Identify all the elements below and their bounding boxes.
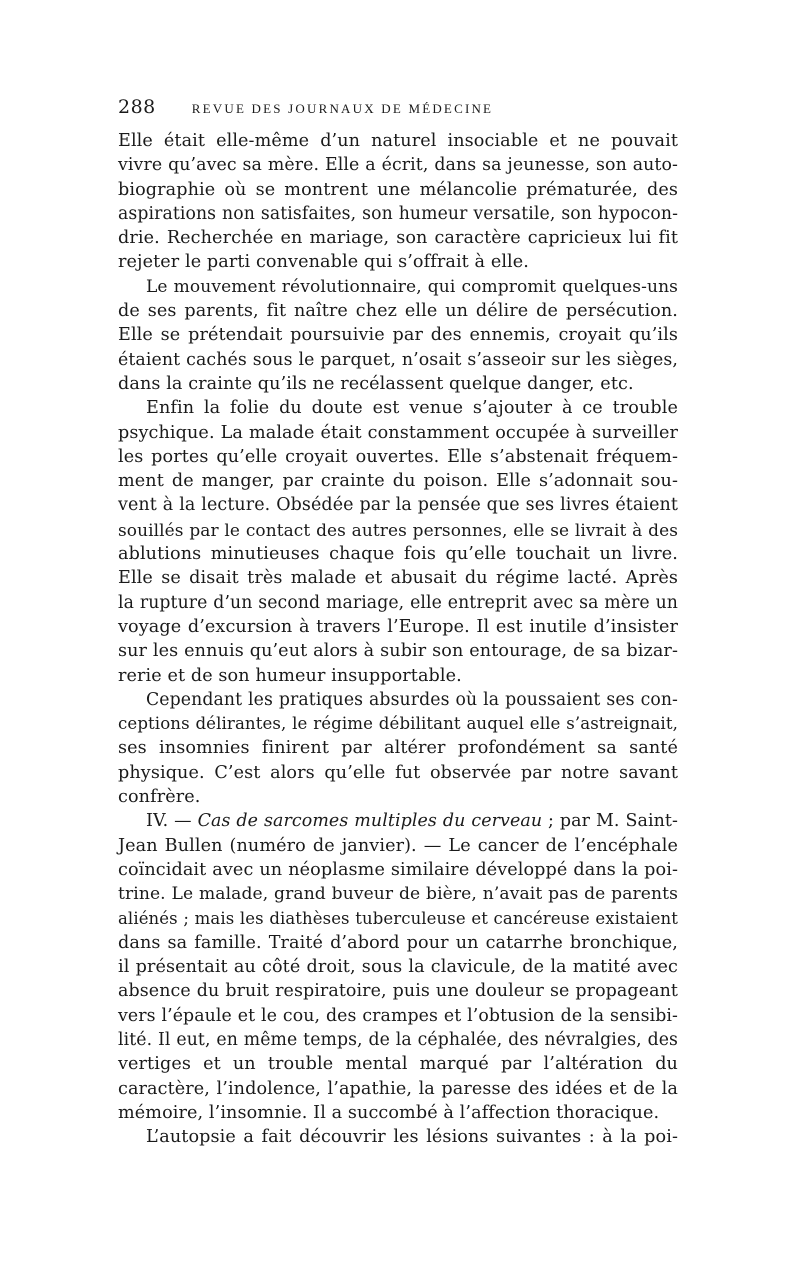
text-line: confrère. [118, 787, 201, 808]
text-line: trine. Le malade, grand buveur de bière, n’avait pas de parents [118, 884, 678, 905]
body-text [118, 129, 678, 1149]
text-line: Le mouvement révolutionnaire, qui compromit quelques-uns [146, 276, 678, 297]
text-line: biographie où se montrent une mélancolie prématurée, des [118, 179, 678, 200]
text-line: ment de manger, par crainte du poison. Elle s’adonnait sou- [118, 471, 678, 492]
text-line: rerie et de son humeur insupportable. [118, 665, 462, 686]
text-line: souillés par le contact des autres personnes, elle se livrait à des [118, 519, 678, 540]
text-line: aliénés ; mais les diathèses tuberculeuse et cancéreuse existaient [118, 908, 678, 928]
text-line: ses insomnies finirent par altérer profondément sa santé [118, 738, 678, 759]
text-line: ceptions délirantes, le régime débilitant auquel elle s’astreignait, [118, 714, 678, 734]
text-line: physique. C’est alors qu’elle fut observée par notre savant [118, 762, 678, 783]
text-line: vent à la lecture. Obsédée par la pensée que ses livres étaient [118, 495, 678, 516]
article-title: Cas de sarcomes multiples du cerveau [197, 811, 543, 832]
text-line: la rupture d’un second mariage, elle entreprit avec sa mère un [118, 592, 678, 613]
text-line: drie. Recherchée en mariage, son caractère capricieux lui fit [118, 228, 678, 249]
text-line: L’autopsie a fait découvrir les lésions suivantes : à la poi- [146, 1127, 678, 1148]
text-line: Jean Bullen (numéro de janvier). — Le cancer de l’encéphale [118, 835, 678, 856]
text-line: psychique. La malade était constamment occupée à surveiller [118, 422, 678, 443]
text-line: aspirations non satisfaites, son humeur versatile, son hypocon- [118, 203, 678, 224]
text-line: rejeter le parti convenable qui s’offrait à elle. [118, 252, 529, 273]
text-line: Cependant les pratiques absurdes où la poussaient ses con- [146, 689, 678, 710]
text-line: de ses parents, fit naître chez elle un délire de persécution. [118, 301, 678, 322]
text-line: il présentait au côté droit, sous la clavicule, de la matité avec [118, 957, 678, 978]
text-line: mémoire, l’insomnie. Il a succombé à l’affection thoracique. [118, 1102, 660, 1123]
text-line: caractère, l’indolence, l’apathie, la paresse des idées et de la [118, 1078, 678, 1099]
text-line: vivre qu’avec sa mère. Elle a écrit, dans sa jeunesse, son auto- [118, 155, 678, 176]
text-line: dans la crainte qu’ils ne recélassent quelque danger, etc. [118, 373, 634, 394]
text-line: coïncidait avec un néoplasme similaire développé dans la poi- [118, 859, 678, 880]
page-number: 288 [118, 96, 156, 118]
section-number: IV. — [146, 811, 198, 832]
running-title: REVUE DES JOURNAUX DE MÉDECINE [191, 101, 494, 116]
text-line: ablutions minutieuses chaque fois qu’elle touchait un livre. [118, 544, 678, 565]
text-line: Elle se disait très malade et abusait du régime lacté. Après [118, 568, 678, 589]
text-line: lité. Il eut, en même temps, de la céphalée, des névralgies, des [118, 1029, 678, 1050]
text-line: étaient cachés sous le parquet, n’osait s’asseoir sur les sièges, [118, 349, 678, 370]
text-line: Elle était elle-même d’un naturel insociable et ne pouvait [118, 131, 678, 151]
article-author: ; par M. Saint- [542, 811, 679, 832]
text-line: sur les ennuis qu’eut alors à subir son entourage, de sa bizar- [118, 641, 678, 662]
section-heading-line [118, 809, 678, 833]
text-line: dans sa famille. Traité d’abord pour un catarrhe bronchique, [118, 932, 678, 953]
text-line: absence du bruit respiratoire, puis une douleur se propageant [118, 981, 678, 1002]
text-line: voyage d’excursion à travers l’Europe. Il est inutile d’insister [118, 616, 678, 637]
page-header [118, 96, 678, 124]
text-line: vertiges et un trouble mental marqué par l’altération du [118, 1054, 678, 1075]
text-line: les portes qu’elle croyait ouvertes. Elle s’abstenait fréquem- [118, 446, 678, 467]
text-line: Elle se prétendait poursuivie par des ennemis, croyait qu’ils [118, 325, 678, 346]
text-line: Enfin la folie du doute est venue s’ajouter à ce trouble [146, 398, 678, 419]
text-line: vers l’épaule et le cou, des crampes et l’obtusion de la sensibi- [118, 1005, 678, 1026]
